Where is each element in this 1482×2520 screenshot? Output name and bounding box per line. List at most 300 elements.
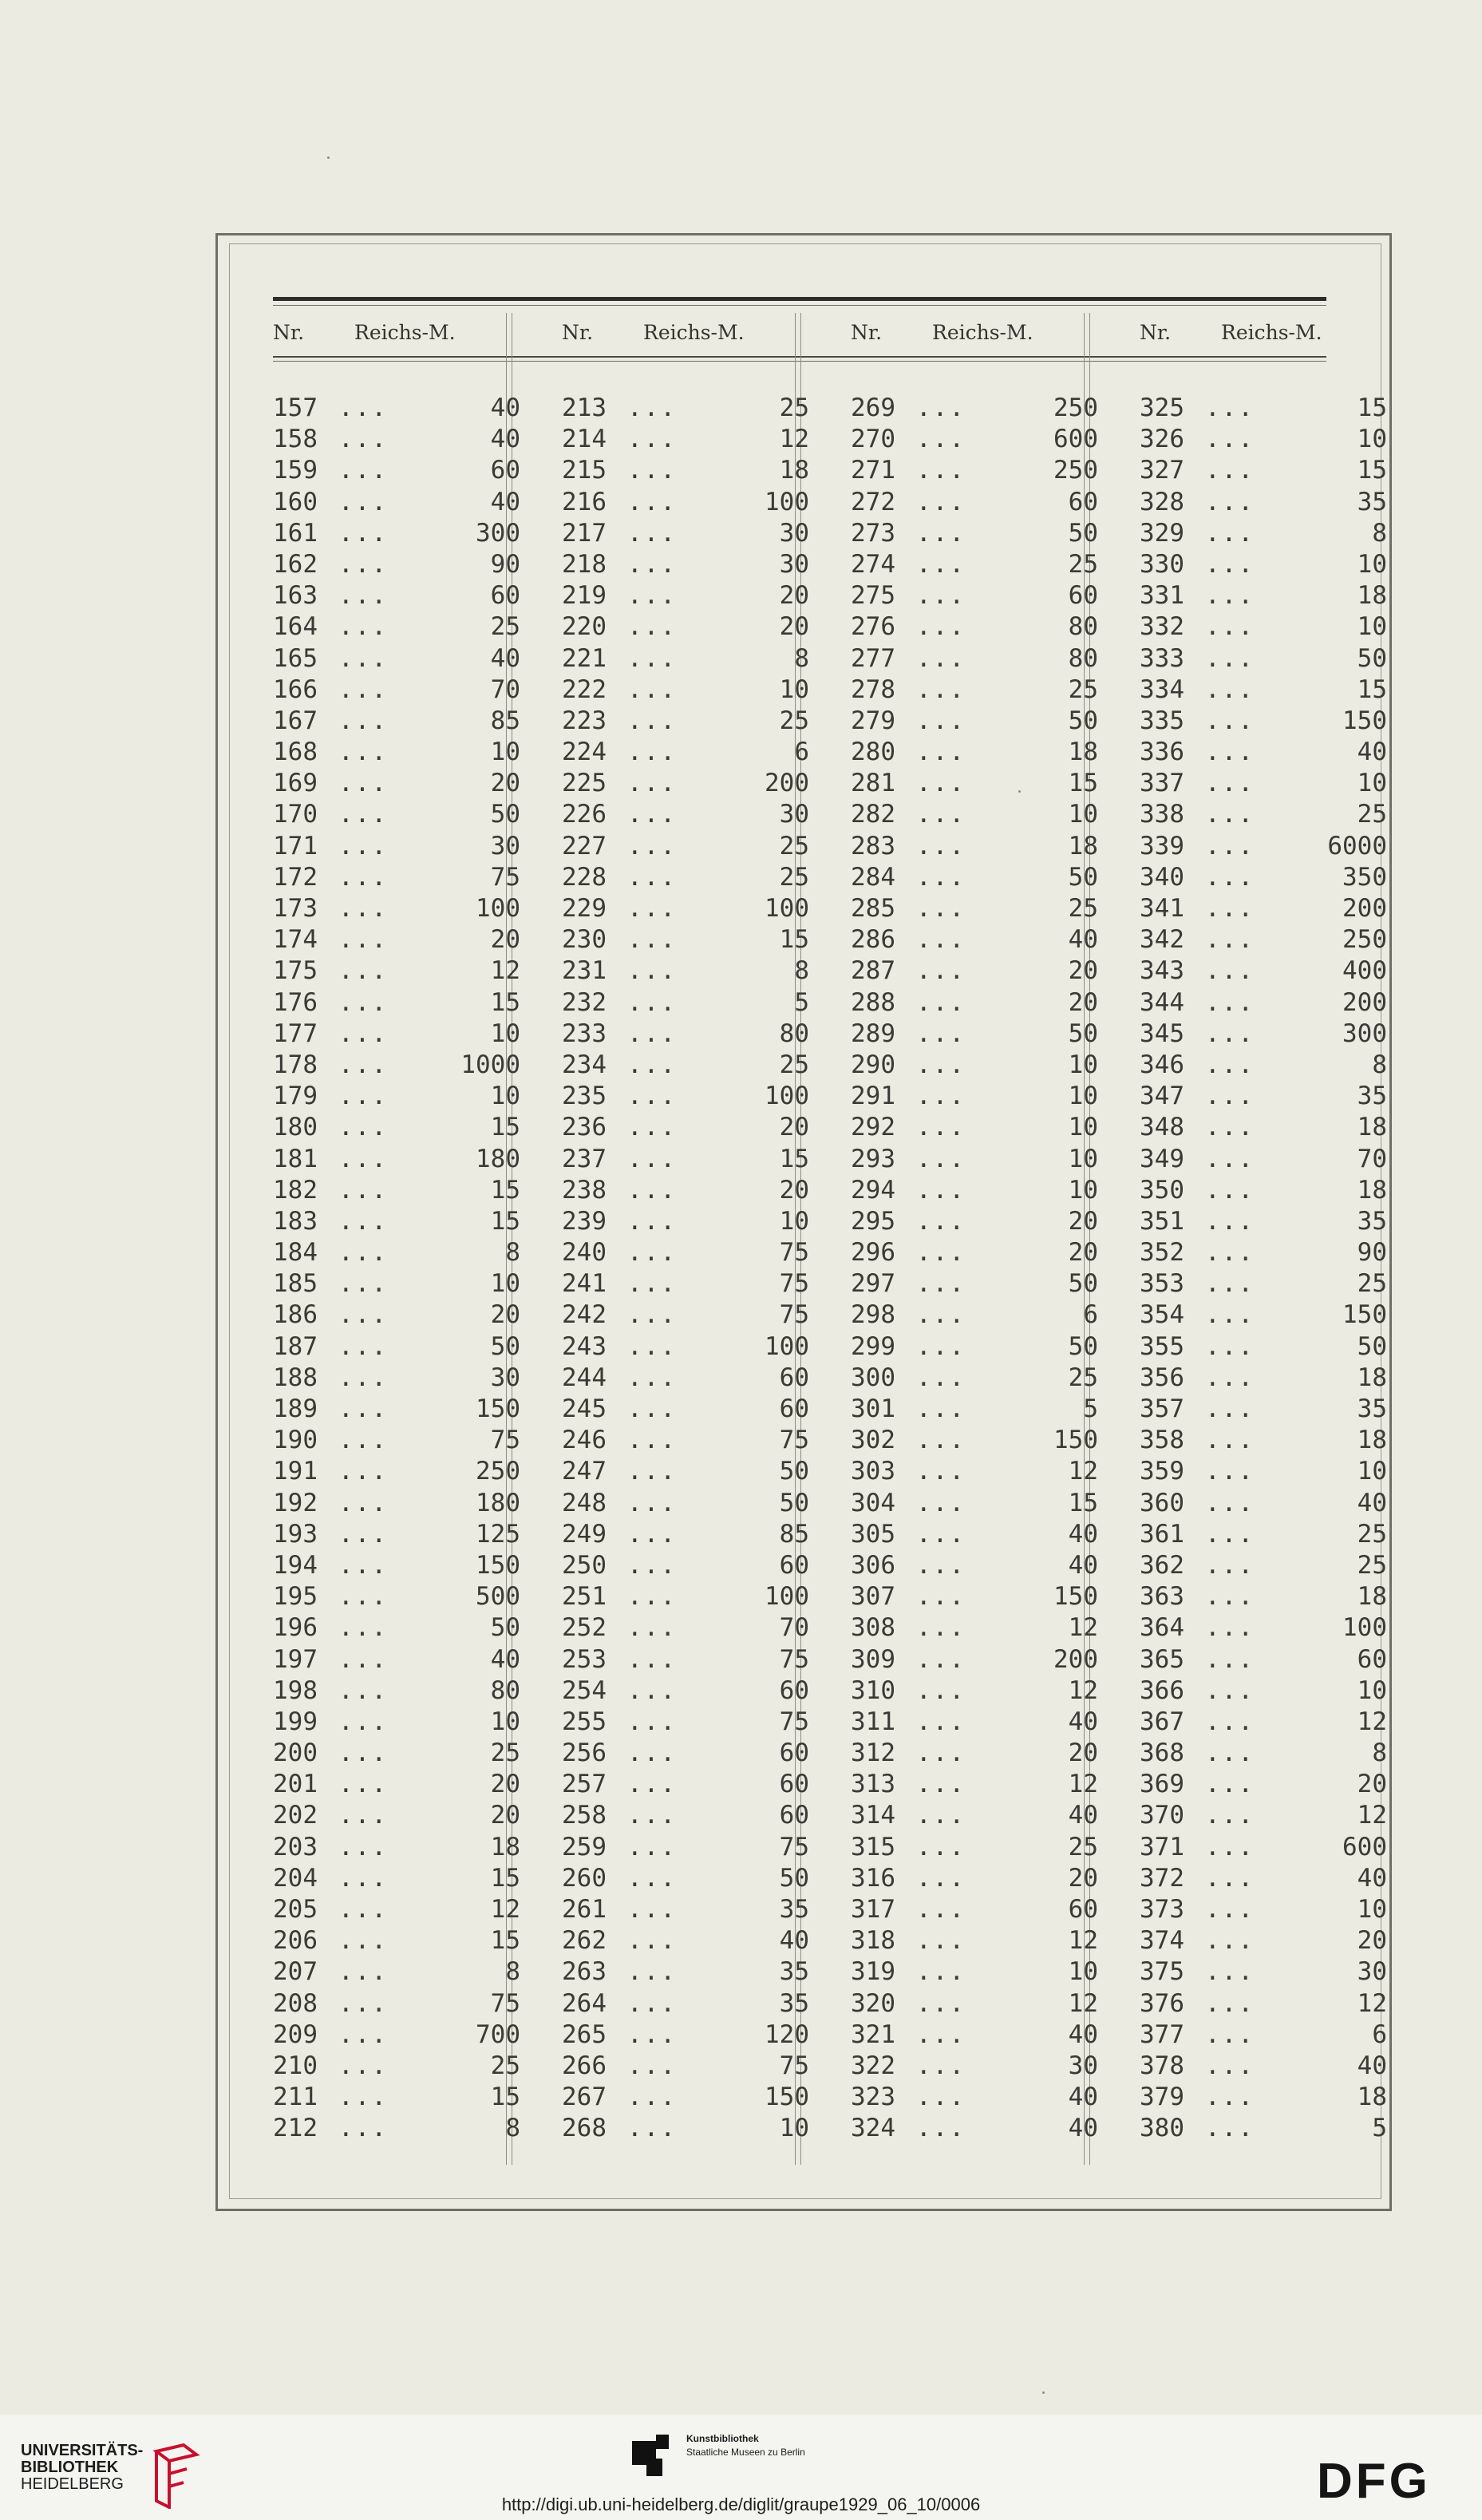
price-value: 8 (505, 2114, 520, 2143)
price-value: 30 (490, 1363, 520, 1392)
table-column (562, 297, 833, 2165)
table-row (851, 1268, 1122, 1300)
permalink-url[interactable]: http://digi.ub.uni-heidelberg.de/diglit/graupe1929_06_10/0006 (501, 2494, 981, 2514)
price-value: 50 (490, 1331, 520, 1361)
leader-dots: ... (1205, 738, 1255, 767)
table-row (1140, 1675, 1411, 1707)
price-value: 35 (779, 1895, 809, 1924)
table-row (851, 1425, 1122, 1456)
table-row (851, 1050, 1122, 1081)
lot-number: 326 (1140, 425, 1184, 454)
leader-dots: ... (1205, 1426, 1255, 1455)
lot-number: 307 (851, 1582, 895, 1612)
lot-number: 318 (851, 1926, 895, 1956)
price-value: 35 (779, 1988, 809, 2018)
price-value: 60 (779, 1395, 809, 1423)
lot-number: 379 (1140, 2083, 1184, 2112)
price-table (273, 297, 1387, 2165)
price-value: 20 (779, 581, 809, 611)
table-row (273, 862, 544, 893)
price-value: 60 (779, 1550, 809, 1580)
lot-number: 358 (1140, 1426, 1184, 1455)
price-value: 40 (1068, 925, 1098, 955)
leader-dots: ... (338, 612, 388, 642)
leader-dots: ... (338, 1863, 388, 1893)
table-row (562, 487, 833, 518)
table-row (562, 1144, 833, 1175)
lot-number: 350 (1140, 1175, 1184, 1205)
header-nr: Nr. (273, 321, 305, 344)
table-row (273, 487, 544, 518)
table-row (851, 1832, 1122, 1863)
table-row (1140, 424, 1411, 455)
price-value: 50 (490, 1613, 520, 1643)
table-row (1140, 1581, 1411, 1612)
lot-number: 277 (851, 643, 895, 673)
price-value: 75 (779, 1269, 809, 1299)
price-value: 75 (779, 1707, 809, 1736)
leader-dots: ... (916, 1363, 966, 1392)
lot-number: 233 (562, 1019, 607, 1048)
leader-dots: ... (1205, 581, 1255, 611)
lot-number: 207 (273, 1957, 318, 1987)
lot-number: 378 (1140, 2051, 1184, 2080)
leader-dots: ... (627, 1863, 677, 1893)
price-value: 25 (779, 1050, 809, 1079)
lot-number: 253 (562, 1644, 607, 1674)
table-row (562, 831, 833, 862)
price-value: 1000 (460, 1050, 520, 1079)
lot-number: 266 (562, 2051, 607, 2080)
table-row (1140, 1769, 1411, 1800)
price-value: 18 (1357, 2083, 1387, 2112)
leader-dots: ... (338, 1801, 388, 1830)
table-row (1140, 1112, 1411, 1143)
table-row (273, 1738, 544, 1769)
lot-number: 234 (562, 1050, 607, 1079)
table-row (851, 643, 1122, 675)
leader-dots: ... (338, 456, 388, 485)
leader-dots: ... (338, 925, 388, 955)
price-value: 90 (490, 549, 520, 579)
table-row (1140, 1268, 1411, 1300)
leader-dots: ... (1205, 456, 1255, 485)
price-value: 20 (1068, 1739, 1098, 1768)
price-value: 18 (1357, 1426, 1387, 1455)
lot-number: 275 (851, 581, 895, 611)
lot-number: 340 (1140, 862, 1184, 892)
lot-number: 235 (562, 1082, 607, 1111)
price-value: 10 (779, 675, 809, 704)
leader-dots: ... (338, 987, 388, 1017)
table-rows (1140, 393, 1411, 2145)
lot-number: 228 (562, 862, 607, 892)
table-row (562, 1175, 833, 1206)
kunstbibliothek-logo-icon[interactable] (632, 2435, 674, 2476)
price-value: 125 (476, 1519, 520, 1549)
header-reichs-m: Reichs-M. (354, 321, 456, 344)
lot-number: 348 (1140, 1113, 1184, 1142)
leader-dots: ... (338, 1238, 388, 1268)
price-value: 150 (476, 1550, 520, 1580)
table-row (562, 1206, 833, 1237)
leader-dots: ... (627, 1613, 677, 1643)
leader-dots: ... (1205, 769, 1255, 798)
table-row (1140, 1800, 1411, 1831)
table-row (1140, 893, 1411, 924)
leader-dots: ... (916, 1644, 966, 1674)
table-row (273, 1988, 544, 2020)
lot-number: 178 (273, 1050, 318, 1079)
leader-dots: ... (1205, 549, 1255, 579)
price-value: 6 (1372, 2020, 1387, 2049)
price-value: 100 (476, 894, 520, 923)
price-value: 25 (1357, 1519, 1387, 1549)
leader-dots: ... (627, 1331, 677, 1361)
table-row (273, 1581, 544, 1612)
leader-dots: ... (338, 1206, 388, 1236)
table-row (1140, 1988, 1411, 2020)
price-value: 25 (490, 2051, 520, 2080)
table-row (1140, 1300, 1411, 1331)
price-value: 10 (1357, 1675, 1387, 1705)
lot-number: 186 (273, 1300, 318, 1330)
lot-number: 220 (562, 612, 607, 642)
leader-dots: ... (1205, 800, 1255, 829)
lot-number: 279 (851, 706, 895, 735)
leader-dots: ... (1205, 987, 1255, 1017)
column-header (851, 315, 1122, 346)
price-value: 15 (1357, 675, 1387, 704)
table-row (1140, 1612, 1411, 1644)
price-value: 30 (779, 800, 809, 829)
lot-number: 287 (851, 956, 895, 986)
leader-dots: ... (1205, 1957, 1255, 1987)
lot-number: 305 (851, 1519, 895, 1549)
price-value: 5 (794, 987, 809, 1017)
price-value: 18 (1357, 1175, 1387, 1205)
lot-number: 185 (273, 1269, 318, 1299)
table-row (273, 1363, 544, 1394)
table-row (1140, 1863, 1411, 1894)
leader-dots: ... (916, 1895, 966, 1924)
price-value: 40 (490, 487, 520, 516)
price-value: 40 (1068, 2020, 1098, 2049)
lot-number: 251 (562, 1582, 607, 1612)
table-row (1140, 737, 1411, 768)
price-value: 200 (1053, 1644, 1098, 1674)
leader-dots: ... (916, 1206, 966, 1236)
leader-dots: ... (916, 394, 966, 422)
lot-number: 218 (562, 549, 607, 579)
price-value: 20 (490, 769, 520, 798)
price-value: 50 (779, 1457, 809, 1486)
price-value: 18 (1068, 831, 1098, 860)
lot-number: 335 (1140, 706, 1184, 735)
leader-dots: ... (916, 1113, 966, 1142)
header-reichs-m: Reichs-M. (932, 321, 1033, 344)
leader-dots: ... (338, 1582, 388, 1612)
table-row (273, 831, 544, 862)
table-row (562, 955, 833, 987)
price-value: 85 (779, 1519, 809, 1549)
leader-dots: ... (627, 831, 677, 860)
table-row (273, 424, 544, 455)
lot-number: 329 (1140, 518, 1184, 548)
table-row (273, 1456, 544, 1487)
lot-number: 172 (273, 862, 318, 892)
lot-number: 247 (562, 1457, 607, 1486)
table-row (1140, 580, 1411, 611)
price-value: 25 (1068, 894, 1098, 923)
leader-dots: ... (338, 2083, 388, 2112)
table-row (273, 1800, 544, 1831)
leader-dots: ... (338, 956, 388, 986)
price-value: 60 (779, 1801, 809, 1830)
leader-dots: ... (1205, 2083, 1255, 2112)
table-row (273, 1956, 544, 1988)
table-row (562, 1925, 833, 1956)
lot-number: 328 (1140, 487, 1184, 516)
lot-number: 248 (562, 1488, 607, 1517)
price-value: 60 (779, 1739, 809, 1768)
lot-number: 290 (851, 1050, 895, 1079)
table-row (273, 643, 544, 675)
price-value: 40 (490, 643, 520, 673)
price-value: 8 (794, 956, 809, 986)
table-row (273, 1144, 544, 1175)
lot-number: 196 (273, 1613, 318, 1643)
table-row (1140, 1363, 1411, 1394)
leader-dots: ... (916, 1144, 966, 1173)
table-row (1140, 1519, 1411, 1550)
lot-number: 174 (273, 925, 318, 955)
table-row (1140, 1894, 1411, 1925)
table-row (1140, 518, 1411, 549)
price-value: 60 (1068, 487, 1098, 516)
leader-dots: ... (627, 2083, 677, 2112)
table-row (273, 1425, 544, 1456)
lot-number: 319 (851, 1957, 895, 1987)
leader-dots: ... (916, 1707, 966, 1736)
price-value: 25 (1357, 800, 1387, 829)
leader-dots: ... (1205, 1019, 1255, 1048)
lot-number: 192 (273, 1488, 318, 1517)
leader-dots: ... (1205, 1550, 1255, 1580)
lot-number: 169 (273, 769, 318, 798)
table-row (1140, 1925, 1411, 1956)
table-row (851, 1175, 1122, 1206)
price-value: 18 (1357, 1582, 1387, 1612)
leader-dots: ... (338, 1082, 388, 1111)
price-value: 10 (1357, 1457, 1387, 1486)
price-value: 90 (1357, 1238, 1387, 1268)
leader-dots: ... (916, 862, 966, 892)
leader-dots: ... (1205, 1926, 1255, 1956)
lot-number: 356 (1140, 1363, 1184, 1392)
price-value: 180 (476, 1144, 520, 1173)
leader-dots: ... (627, 925, 677, 955)
table-row (562, 1394, 833, 1425)
price-value: 60 (490, 581, 520, 611)
table-row (1140, 1144, 1411, 1175)
table-row (562, 1644, 833, 1675)
leader-dots: ... (338, 862, 388, 892)
price-value: 12 (1357, 1801, 1387, 1830)
leader-dots: ... (1205, 1519, 1255, 1549)
table-row (851, 1738, 1122, 1769)
header-nr: Nr. (1140, 321, 1172, 344)
lot-number: 232 (562, 987, 607, 1017)
leader-dots: ... (916, 487, 966, 516)
price-value: 30 (779, 549, 809, 579)
table-row (851, 1112, 1122, 1143)
dfg-logo[interactable]: DFG (1317, 2454, 1431, 2509)
leader-dots: ... (627, 549, 677, 579)
price-value: 15 (1068, 769, 1098, 798)
lot-number: 229 (562, 894, 607, 923)
lot-number: 375 (1140, 1957, 1184, 1987)
table-row (273, 737, 544, 768)
leader-dots: ... (627, 894, 677, 923)
table-row (1140, 2051, 1411, 2082)
lot-number: 324 (851, 2114, 895, 2143)
lot-number: 294 (851, 1175, 895, 1205)
price-value: 180 (476, 1488, 520, 1517)
lot-number: 331 (1140, 581, 1184, 611)
table-row (562, 1268, 833, 1300)
price-value: 100 (765, 894, 809, 923)
lot-number: 293 (851, 1144, 895, 1173)
price-value: 50 (1068, 1269, 1098, 1299)
lot-number: 284 (851, 862, 895, 892)
price-value: 75 (779, 1238, 809, 1268)
leader-dots: ... (916, 1832, 966, 1861)
lot-number: 303 (851, 1457, 895, 1486)
price-value: 50 (779, 1488, 809, 1517)
price-value: 40 (1357, 1488, 1387, 1517)
lot-number: 353 (1140, 1269, 1184, 1299)
leader-dots: ... (1205, 1082, 1255, 1111)
price-value: 6 (1083, 1300, 1098, 1330)
table-row (562, 611, 833, 643)
price-value: 18 (490, 1832, 520, 1861)
price-value: 10 (490, 1019, 520, 1048)
table-row (851, 675, 1122, 706)
price-value: 100 (765, 1331, 809, 1361)
lot-number: 346 (1140, 1050, 1184, 1079)
price-value: 10 (490, 738, 520, 767)
leader-dots: ... (1205, 1644, 1255, 1674)
price-value: 12 (1068, 1457, 1098, 1486)
price-value: 60 (1068, 581, 1098, 611)
table-row (562, 549, 833, 580)
price-value: 85 (490, 706, 520, 735)
price-value: 150 (765, 2083, 809, 2112)
leader-dots: ... (338, 1457, 388, 1486)
leader-dots: ... (627, 1238, 677, 1268)
lot-number: 181 (273, 1144, 318, 1173)
table-row (851, 1144, 1122, 1175)
leader-dots: ... (338, 1895, 388, 1924)
leader-dots: ... (1205, 1895, 1255, 1924)
table-row (273, 1550, 544, 1581)
lot-number: 322 (851, 2051, 895, 2080)
lot-number: 215 (562, 456, 607, 485)
lot-number: 158 (273, 425, 318, 454)
header-reichs-m: Reichs-M. (1221, 321, 1322, 344)
lot-number: 314 (851, 1801, 895, 1830)
lot-number: 216 (562, 487, 607, 516)
table-row (851, 1081, 1122, 1112)
ub-heidelberg-logo[interactable] (21, 2443, 143, 2493)
lot-number: 227 (562, 831, 607, 860)
price-value: 100 (765, 487, 809, 516)
price-value: 40 (1357, 1863, 1387, 1893)
lot-number: 341 (1140, 894, 1184, 923)
lot-number: 288 (851, 987, 895, 1017)
lot-number: 272 (851, 487, 895, 516)
price-value: 40 (490, 425, 520, 454)
table-row (273, 1832, 544, 1863)
price-value: 25 (1068, 549, 1098, 579)
price-value: 40 (490, 1644, 520, 1674)
table-row (562, 1956, 833, 1988)
lot-number: 276 (851, 612, 895, 642)
leader-dots: ... (627, 1801, 677, 1830)
leader-dots: ... (916, 1863, 966, 1893)
lot-number: 167 (273, 706, 318, 735)
lot-number: 325 (1140, 394, 1184, 422)
price-value: 10 (1068, 1175, 1098, 1205)
leader-dots: ... (1205, 1144, 1255, 1173)
leader-dots: ... (338, 518, 388, 548)
leader-dots: ... (916, 456, 966, 485)
lot-number: 165 (273, 643, 318, 673)
leader-dots: ... (627, 1144, 677, 1173)
table-row (1140, 955, 1411, 987)
header-nr: Nr. (562, 321, 594, 344)
table-row (562, 1300, 833, 1331)
leader-dots: ... (338, 1269, 388, 1299)
price-value: 50 (1068, 1019, 1098, 1048)
price-value: 200 (1342, 987, 1387, 1017)
leader-dots: ... (916, 518, 966, 548)
lot-number: 214 (562, 425, 607, 454)
price-value: 60 (1357, 1644, 1387, 1674)
price-value: 20 (490, 1770, 520, 1799)
leader-dots: ... (627, 1019, 677, 1048)
leader-dots: ... (1205, 1113, 1255, 1142)
lot-number: 200 (273, 1739, 318, 1768)
price-value: 30 (490, 831, 520, 860)
leader-dots: ... (338, 1113, 388, 1142)
leader-dots: ... (338, 1988, 388, 2018)
price-value: 40 (1068, 1707, 1098, 1736)
ub-logo-line2: BIBLIOTHEK (21, 2459, 119, 2476)
table-row (851, 799, 1122, 830)
table-row (273, 955, 544, 987)
lot-number: 334 (1140, 675, 1184, 704)
leader-dots: ... (338, 1926, 388, 1956)
lot-number: 321 (851, 2020, 895, 2049)
table-row (851, 1300, 1122, 1331)
leader-dots: ... (916, 1175, 966, 1205)
price-value: 50 (1068, 518, 1098, 548)
lot-number: 226 (562, 800, 607, 829)
price-value: 120 (765, 2020, 809, 2049)
price-value: 15 (1357, 456, 1387, 485)
